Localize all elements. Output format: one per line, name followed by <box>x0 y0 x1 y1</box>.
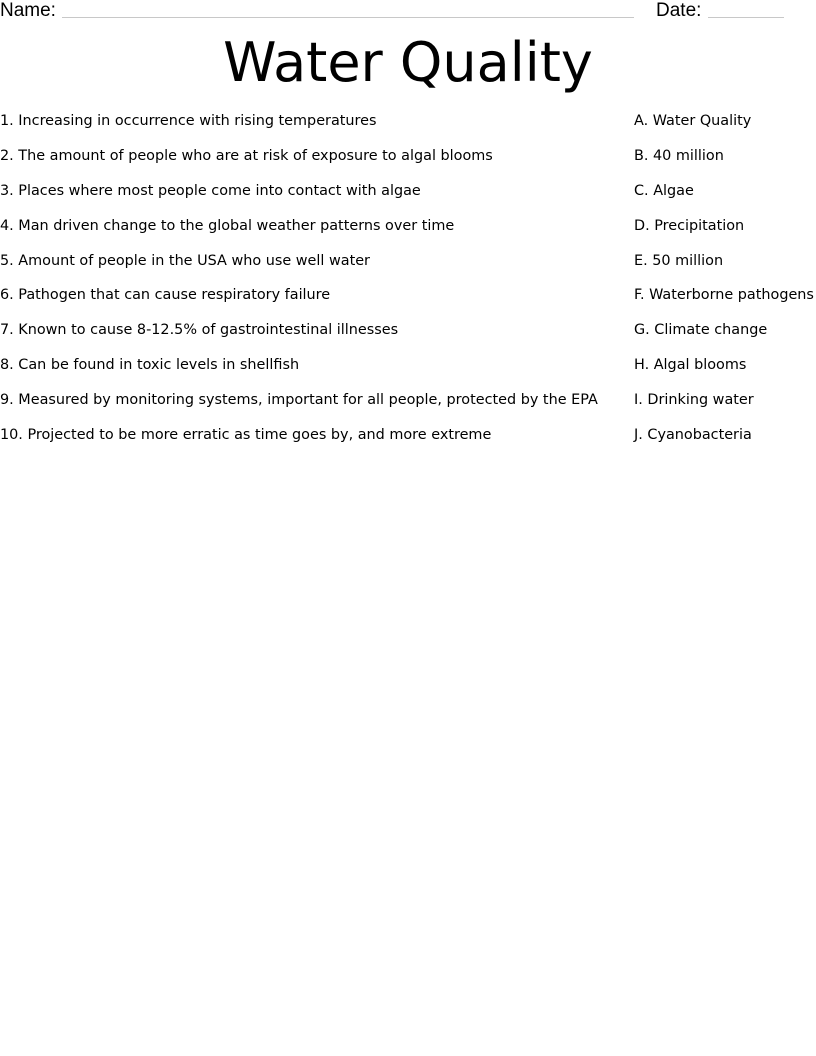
date-field-line <box>708 17 784 18</box>
answer-item: B. 40 million <box>634 147 724 164</box>
answer-item: D. Precipitation <box>634 217 745 234</box>
answer-item: J. Cyanobacteria <box>634 427 752 444</box>
worksheet-header <box>0 0 816 24</box>
name-field-line <box>62 17 634 18</box>
answer-list <box>634 109 816 458</box>
clue-item: 2. The amount of people who are at risk of exposure to algal blooms <box>0 147 493 164</box>
clue-item: 1. Increasing in occurrence with rising temperatures <box>0 113 377 129</box>
answer-item: C. Algae <box>634 182 694 199</box>
date-label: Date: <box>656 0 702 21</box>
answer-item: F. Waterborne pathogens <box>634 287 814 304</box>
answer-item: E. 50 million <box>634 252 724 269</box>
clue-item: 3. Places where most people come into contact with algae <box>0 182 421 199</box>
answer-item: I. Drinking water <box>634 392 754 409</box>
clue-item: 5. Amount of people in the USA who use well water <box>0 252 370 269</box>
clue-item: 6. Pathogen that can cause respiratory failure <box>0 287 331 304</box>
clue-list <box>0 109 620 458</box>
clue-item: 4. Man driven change to the global weather patterns over time <box>0 217 455 234</box>
clue-item: 10. Projected to be more erratic as time goes by, and more extreme <box>0 427 492 444</box>
answer-item: A. Water Quality <box>634 113 752 129</box>
clue-item: 8. Can be found in toxic levels in shellfish <box>0 357 300 374</box>
answer-item: G. Climate change <box>634 322 768 339</box>
clue-item: 7. Known to cause 8-12.5% of gastrointestinal illnesses <box>0 322 399 339</box>
worksheet-title: Water Quality <box>223 31 593 94</box>
name-label: Name: <box>0 0 56 21</box>
answer-item: H. Algal blooms <box>634 357 747 374</box>
clue-item: 9. Measured by monitoring systems, important for all people, protected by the EPA <box>0 392 598 409</box>
